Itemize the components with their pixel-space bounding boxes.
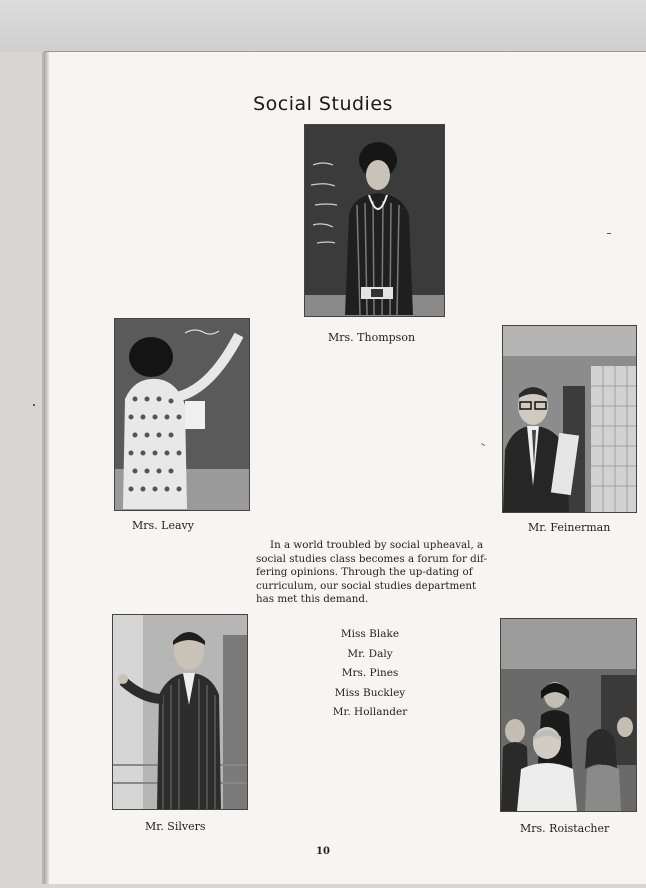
page-number: 10 bbox=[316, 846, 330, 857]
caption-leavy: Mrs. Leavy bbox=[132, 519, 194, 532]
scan-speck bbox=[607, 233, 611, 234]
photo-roistacher-image bbox=[501, 619, 636, 811]
caption-thompson: Mrs. Thompson bbox=[328, 331, 416, 344]
photo-feinerman bbox=[502, 325, 637, 513]
paragraph-line: In a world troubled by social upheaval, a bbox=[270, 539, 484, 551]
other-teachers-list bbox=[300, 628, 440, 726]
caption-silvers: Mr. Silvers bbox=[145, 820, 206, 833]
photo-thompson bbox=[304, 124, 445, 317]
photo-feinerman-image bbox=[503, 326, 636, 512]
paragraph-line: has met this demand. bbox=[256, 593, 369, 605]
paragraph-line: curriculum, our social studies department bbox=[256, 579, 477, 592]
page-title: Social Studies bbox=[253, 93, 393, 115]
photo-leavy-image bbox=[115, 319, 249, 510]
photo-thompson-image bbox=[305, 125, 444, 316]
teacher-name: Miss Buckley bbox=[334, 686, 406, 699]
scanner-background bbox=[0, 0, 646, 52]
photo-roistacher bbox=[500, 618, 637, 812]
caption-feinerman: Mr. Feinerman bbox=[528, 521, 611, 534]
paragraph-line: social studies class becomes a forum for dif- bbox=[256, 552, 487, 565]
intro-paragraph bbox=[256, 539, 506, 607]
paragraph-line: fering opinions. Through the up-dating of bbox=[256, 566, 473, 578]
photo-silvers bbox=[112, 614, 248, 810]
photo-silvers-image bbox=[113, 615, 247, 809]
teacher-name: Mr. Daly bbox=[347, 647, 393, 660]
teacher-name: Mrs. Pines bbox=[341, 667, 399, 679]
scan-speck bbox=[33, 404, 35, 406]
teacher-name: Mr. Hollander bbox=[332, 706, 408, 718]
page-binding-edge bbox=[44, 52, 49, 884]
caption-roistacher: Mrs. Roistacher bbox=[520, 822, 610, 835]
photo-leavy bbox=[114, 318, 250, 511]
teacher-name: Miss Blake bbox=[340, 628, 400, 640]
